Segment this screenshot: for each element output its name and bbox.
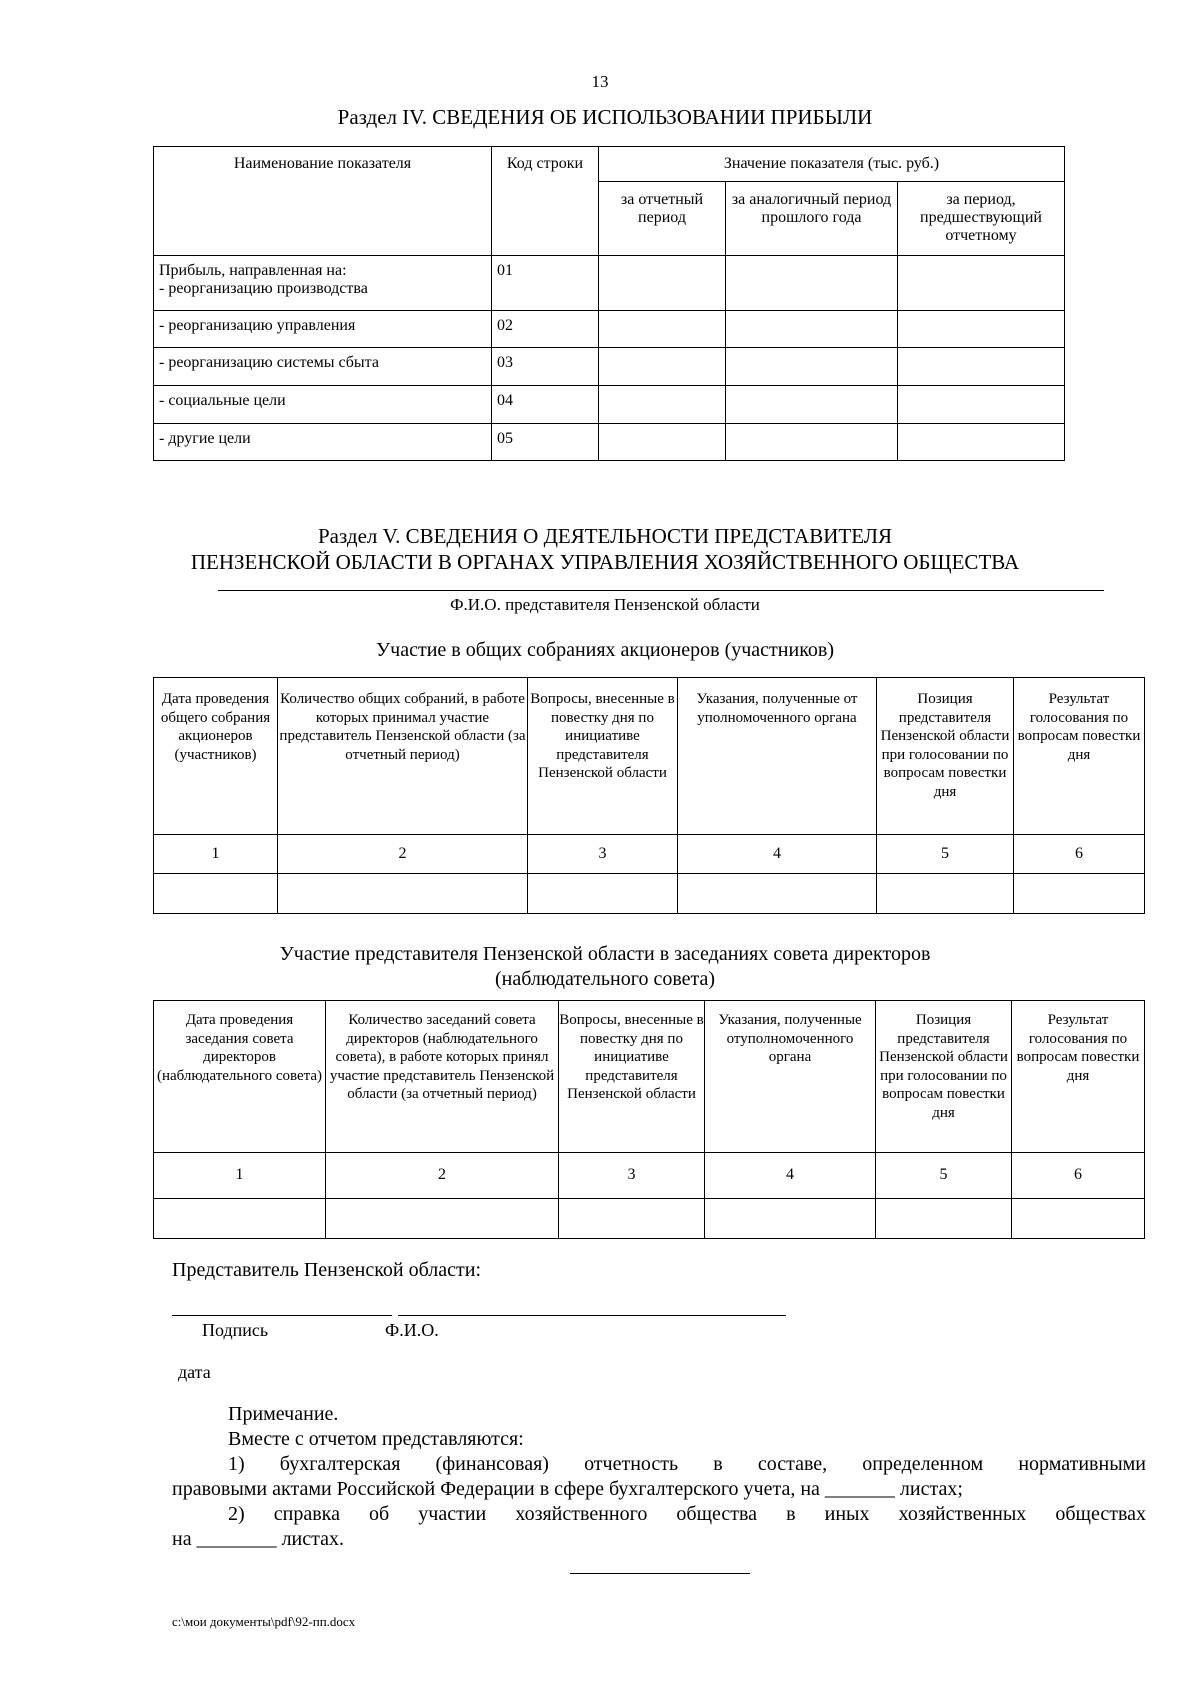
row-label: - социальные цели (154, 386, 492, 424)
value-cell[interactable] (726, 424, 898, 461)
fio-caption: Ф.И.О. представителя Пензенской области (450, 595, 760, 614)
header-prev-year-period: за аналогичный период прошлого года (726, 182, 898, 256)
header-meetings-count: Количество заседаний совета директоров (наблюдательного совета), в работе которых принял участие представитель Пензенской области (за отчетный период) (326, 1001, 559, 1153)
value-cell[interactable] (898, 348, 1065, 386)
header-meeting-date: Дата проведения общего собрания акционеров (участников) (154, 678, 278, 835)
column-number: 3 (559, 1153, 705, 1199)
data-cell[interactable] (326, 1199, 559, 1239)
value-cell[interactable] (726, 311, 898, 348)
column-number: 5 (876, 1153, 1012, 1199)
value-cell[interactable] (898, 256, 1065, 311)
row-label: Прибыль, направленная на: - реорганизацию производства (154, 256, 492, 311)
header-instructions: Указания, полученные отуполномоченного органа (705, 1001, 876, 1153)
data-cell[interactable] (877, 874, 1014, 914)
data-cell[interactable] (154, 874, 278, 914)
row-code: 04 (492, 386, 599, 424)
value-cell[interactable] (599, 256, 726, 311)
shareholder-meetings-table (153, 677, 1145, 914)
column-number: 5 (877, 835, 1014, 874)
row-code: 01 (492, 256, 599, 311)
header-line-code: Код строки (492, 147, 599, 256)
value-cell[interactable] (726, 386, 898, 424)
page-number: 13 (591, 72, 609, 91)
board-meetings-table (153, 1000, 1145, 1239)
column-number: 4 (678, 835, 877, 874)
value-cell[interactable] (726, 348, 898, 386)
header-voting-result: Результат голосования по вопросам повестки дня (1012, 1001, 1145, 1153)
meetings-table-title: Участие в общих собраниях акционеров (участников) (376, 639, 834, 661)
row-code: 02 (492, 311, 599, 348)
value-cell[interactable] (726, 256, 898, 311)
column-number: 1 (154, 1153, 326, 1199)
fio-underline (218, 590, 1104, 591)
value-cell[interactable] (599, 311, 726, 348)
section5-title-line1: Раздел V. СВЕДЕНИЯ О ДЕЯТЕЛЬНОСТИ ПРЕДСТАВИТЕЛЯ (317, 524, 893, 548)
data-cell[interactable] (154, 1199, 326, 1239)
signature-caption: Подпись (202, 1320, 269, 1340)
note-item1-line1: 1) бухгалтерская (финансовая) отчетность в составе, определенном нормативными (228, 1453, 1146, 1475)
data-cell[interactable] (678, 874, 877, 914)
header-meeting-date: Дата проведения заседания совета директоров (наблюдательного совета) (154, 1001, 326, 1153)
header-indicator-name: Наименование показателя (154, 147, 492, 256)
data-cell[interactable] (1012, 1199, 1145, 1239)
header-voting-result: Результат голосования по вопросам повестки дня (1014, 678, 1145, 835)
column-number: 6 (1012, 1153, 1145, 1199)
row-label: - реорганизацию управления (154, 311, 492, 348)
note-item1-line2: правовыми актами Российской Федерации в сфере бухгалтерского учета, на _______ листах; (172, 1478, 963, 1500)
value-cell[interactable] (599, 348, 726, 386)
value-cell[interactable] (898, 424, 1065, 461)
end-rule (570, 1573, 750, 1574)
column-number: 2 (326, 1153, 559, 1199)
profit-usage-table (153, 146, 1065, 461)
board-table-title-line1: Участие представителя Пензенской области в заседаниях совета директоров (279, 943, 931, 965)
header-preceding-period: за период, предшествующий отчетному (898, 182, 1065, 256)
header-position: Позиция представителя Пензенской области при голосовании по вопросам повестки дня (876, 1001, 1012, 1153)
header-reporting-period: за отчетный период (599, 182, 726, 256)
row-code: 05 (492, 424, 599, 461)
header-agenda-questions: Вопросы, внесенные в повестку дня по инициативе представителя Пензенской области (559, 1001, 705, 1153)
column-number: 1 (154, 835, 278, 874)
section5-title-line2: ПЕНЗЕНСКОЙ ОБЛАСТИ В ОРГАНАХ УПРАВЛЕНИЯ ХОЗЯЙСТВЕННОГО ОБЩЕСТВА (190, 550, 1020, 574)
value-cell[interactable] (599, 386, 726, 424)
value-cell[interactable] (599, 424, 726, 461)
column-number: 2 (278, 835, 528, 874)
column-number: 6 (1014, 835, 1145, 874)
board-table-title-line2: (наблюдательного совета) (494, 968, 716, 990)
note-item2-line1: 2) справка об участии хозяйственного общества в иных хозяйственных обществах (228, 1503, 1146, 1525)
header-meetings-count: Количество общих собраний, в работе которых принимал участие представитель Пензенской области (за отчетный период) (278, 678, 528, 835)
note-intro: Вместе с отчетом представляются: (228, 1428, 524, 1450)
date-caption: дата (178, 1362, 211, 1382)
header-position: Позиция представителя Пензенской области при голосовании по вопросам повестки дня (877, 678, 1014, 835)
fio-caption: Ф.И.О. (385, 1320, 439, 1340)
row-label: - реорганизацию системы сбыта (154, 348, 492, 386)
column-number: 4 (705, 1153, 876, 1199)
header-agenda-questions: Вопросы, внесенные в повестку дня по инициативе представителя Пензенской области (528, 678, 678, 835)
column-number: 3 (528, 835, 678, 874)
note-title: Примечание. (228, 1403, 339, 1425)
data-cell[interactable] (528, 874, 678, 914)
header-instructions: Указания, полученные от уполномоченного органа (678, 678, 877, 835)
data-cell[interactable] (559, 1199, 705, 1239)
row-code: 03 (492, 348, 599, 386)
footer-file-path: c:\мои документы\pdf\92-пп.docx (172, 1614, 356, 1629)
data-cell[interactable] (705, 1199, 876, 1239)
data-cell[interactable] (278, 874, 528, 914)
note-item2-line2: на ________ листах. (172, 1528, 345, 1550)
fio-line[interactable] (398, 1315, 786, 1316)
row-label: - другие цели (154, 424, 492, 461)
value-cell[interactable] (898, 311, 1065, 348)
section4-title: Раздел IV. СВЕДЕНИЯ ОБ ИСПОЛЬЗОВАНИИ ПРИБЫЛИ (337, 105, 873, 129)
representative-label: Представитель Пензенской области: (172, 1259, 482, 1281)
signature-line[interactable] (172, 1315, 392, 1316)
value-cell[interactable] (898, 386, 1065, 424)
data-cell[interactable] (876, 1199, 1012, 1239)
header-indicator-value: Значение показателя (тыс. руб.) (599, 147, 1065, 182)
data-cell[interactable] (1014, 874, 1145, 914)
